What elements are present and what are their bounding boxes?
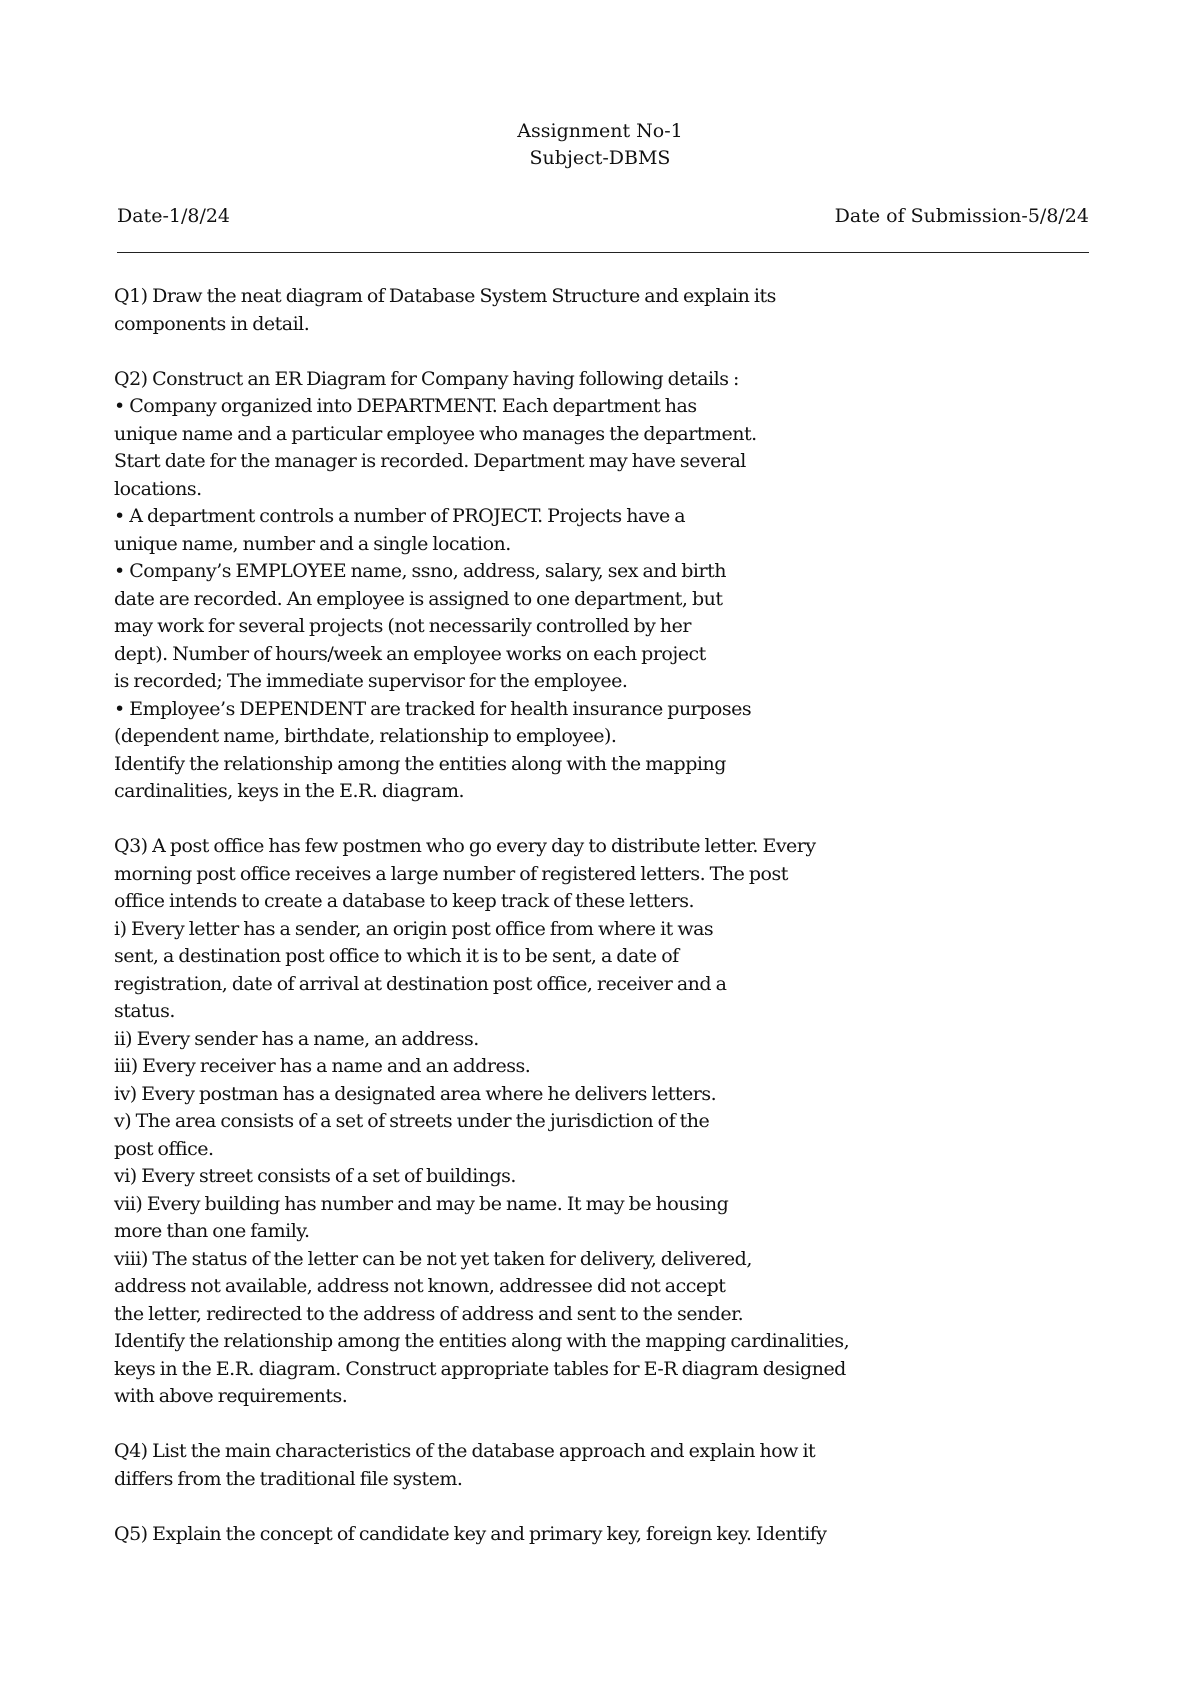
- questions-body: [114, 283, 1104, 1548]
- question-line: components in detail.: [114, 312, 310, 335]
- question-line: office intends to create a database to keep track of these letters.: [114, 890, 694, 912]
- question-line: Identify the relationship among the entities along with the mapping: [114, 752, 726, 775]
- question-line: sent, a destination post office to which it is to be sent, a date of: [114, 945, 679, 967]
- question-line: i) Every letter has a sender, an origin post office from where it was: [114, 917, 714, 940]
- question-line: status.: [114, 1000, 175, 1022]
- question-line: ii) Every sender has a name, an address.: [114, 1027, 479, 1050]
- question-line: unique name and a particular employee who manages the department.: [114, 422, 757, 445]
- question-line: may work for several projects (not necessarily controlled by her: [114, 615, 691, 637]
- question-line: Q5) Explain the concept of candidate key and primary key, foreign key. Identify: [114, 1522, 827, 1545]
- question-line: • Company organized into DEPARTMENT. Each department has: [114, 395, 697, 417]
- paragraph-gap: [114, 806, 1104, 834]
- paragraph-gap: [114, 338, 1104, 366]
- question-line: Q1) Draw the neat diagram of Database System Structure and explain its: [114, 285, 776, 307]
- question-q4: [114, 1438, 1104, 1493]
- question-line: the letter, redirected to the address of address and sent to the sender.: [114, 1302, 744, 1325]
- question-line: • Employee’s DEPENDENT are tracked for health insurance purposes: [114, 697, 752, 720]
- question-line: more than one family.: [114, 1220, 310, 1242]
- subject-line: Subject-DBMS: [529, 147, 671, 169]
- date-text: Date-1/8/24: [117, 205, 231, 227]
- question-line: • A department controls a number of PROJECT. Projects have a: [114, 505, 686, 527]
- paragraph-gap: [114, 1493, 1104, 1521]
- question-q1: [114, 283, 1104, 338]
- question-line: is recorded; The immediate supervisor for the employee.: [114, 670, 628, 692]
- question-line: registration, date of arrival at destination post office, receiver and a: [114, 972, 727, 995]
- question-line: iii) Every receiver has a name and an address.: [114, 1055, 531, 1077]
- question-line: locations.: [114, 477, 202, 500]
- question-line: iv) Every postman has a designated area where he delivers letters.: [114, 1082, 717, 1105]
- header-divider: [117, 252, 1089, 253]
- question-line: cardinalities, keys in the E.R. diagram.: [114, 780, 465, 802]
- question-line: address not available, address not known, addressee did not accept: [114, 1275, 726, 1297]
- question-q3: [114, 833, 1104, 1411]
- question-line: keys in the E.R. diagram. Construct appropriate tables for E-R diagram designed: [114, 1357, 846, 1380]
- question-line: dept). Number of hours/week an employee works on each project: [114, 642, 706, 665]
- question-line: morning post office receives a large number of registered letters. The post: [114, 862, 788, 885]
- question-line: Start date for the manager is recorded. Department may have several: [114, 450, 746, 472]
- question-line: Identify the relationship among the entities along with the mapping cardinalities,: [114, 1330, 850, 1352]
- question-line: unique name, number and a single location.: [114, 532, 511, 555]
- question-q5: [114, 1521, 1104, 1549]
- question-line: vi) Every street consists of a set of buildings.: [114, 1165, 516, 1187]
- question-line: Q2) Construct an ER Diagram for Company having following details :: [114, 367, 739, 390]
- question-line: viii) The status of the letter can be not yet taken for delivery, delivered,: [114, 1247, 752, 1270]
- question-line: date are recorded. An employee is assigned to one department, but: [114, 587, 723, 610]
- assignment-title: Assignment No-1: [517, 120, 683, 142]
- question-line: with above requirements.: [114, 1385, 348, 1407]
- question-line: Q3) A post office has few postmen who go every day to distribute letter. Every: [114, 835, 816, 857]
- submission-date-text: Date of Submission-5/8/24: [834, 205, 1089, 227]
- title-block: [0, 118, 1200, 172]
- question-line: Q4) List the main characteristics of the database approach and explain how it: [114, 1440, 816, 1462]
- paragraph-gap: [114, 1411, 1104, 1439]
- date-row: [117, 203, 1089, 230]
- question-line: differs from the traditional file system.: [114, 1467, 463, 1490]
- question-line: post office.: [114, 1137, 214, 1160]
- question-line: (dependent name, birthdate, relationship to employee).: [114, 725, 617, 747]
- question-line: • Company’s EMPLOYEE name, ssno, address, salary, sex and birth: [114, 560, 726, 582]
- question-line: v) The area consists of a set of streets under the jurisdiction of the: [114, 1110, 710, 1132]
- question-line: vii) Every building has number and may be name. It may be housing: [114, 1192, 729, 1215]
- question-q2: [114, 366, 1104, 806]
